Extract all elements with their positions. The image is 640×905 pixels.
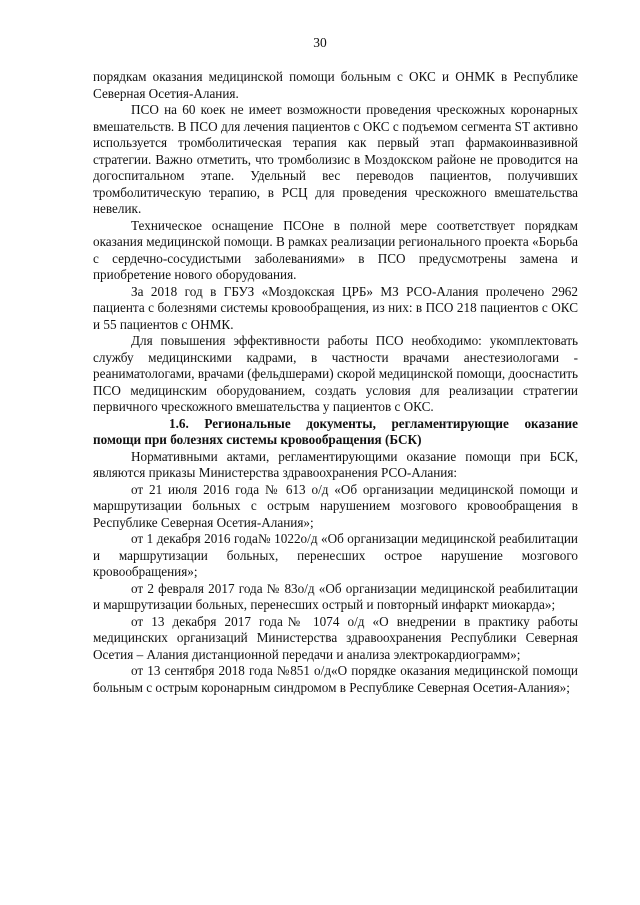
section-title: Региональные документы, регламентирующие оказание помощи при болезнях системы кровообращения (БСК)	[93, 415, 578, 447]
paragraph: Техническое оснащение ПСОне в полной мере соответствует порядкам оказания медицинской помощи. В рамках реализации регионального проекта «Борьба с сердечно-сосудистыми заболеваниями» в ПСО предусмотрены замена и приобретение нового оборудования.	[93, 217, 578, 282]
paragraph: Для повышения эффективности работы ПСО необходимо: укомплектовать службу медицинскими кадрами, в частности врачами анестезиологами - реаниматологами, врачами (фельдшерами) скорой медицинской помощи, дооснастить ПСО медицинским оборудованием, создать условия для реализации стратегии первичного чрескожного вмешательства у пациентов с ОКС.	[93, 333, 578, 414]
paragraph: ПСО на 60 коек не имеет возможности проведения чрескожных коронарных вмешательств. В ПСО для лечения пациентов с ОКС с подъемом сегмента ST активно используется тромболитическая терапия как первый этап фармакоинвазивной стратегии. Важно отметить, что тромболизис в Моздокском районе не проводится на догоспитальном этапе. Удельный вес переводов пациентов, получивших тромболитическую терапию, в РСЦ для проведения чрескожного вмешательства невелик.	[93, 102, 578, 216]
order-item: от 21 июля 2016 года № 613 о/д «Об организации медицинской помощи и маршрутизации больных с острым нарушением мозгового кровообращения в Республике Северная Осетия-Алания»;	[93, 481, 578, 530]
order-item: от 2 февраля 2017 года № 83о/д «Об организации медицинской реабилитации и маршрутизации больных, перенесших острый и повторный инфаркт миокарда»;	[93, 580, 578, 612]
order-item: от 13 декабря 2017 года№ 1074 о/д «О внедрении в практику работы медицинских организаций Министерства здравоохранения Республики Северная Осетия – Алания дистанционной передачи и анализа электрокардиограмм»;	[93, 613, 578, 662]
order-item: от 1 декабря 2016 года№ 1022о/д «Об организации медицинской реабилитации и маршрутизации больных, перенесших острое нарушение мозгового кровообращения»;	[93, 531, 578, 579]
paragraph: За 2018 год в ГБУЗ «Моздокская ЦРБ» МЗ РСО-Алания пролечено 2962 пациента с болезнями системы кровообращения, из них: в ПСО 218 пациентов с ОКС и 55 пациентов с ОНМК.	[93, 283, 578, 332]
paragraph: Нормативными актами, регламентирующими оказание помощи при БСК, являются приказы Министерства здравоохранения РСО-Алания:	[93, 448, 578, 480]
document-body	[93, 69, 578, 696]
order-item: от 13 сентября 2018 года №851 о/д«О порядке оказания медицинской помощи больным с острым коронарным синдромом в Республике Северная Осетия-Алания»;	[93, 663, 578, 695]
section-heading	[93, 416, 578, 449]
paragraph: порядкам оказания медицинской помощи больным с ОКС и ОНМК в Республике Северная Осетия-Алания.	[93, 69, 578, 101]
page-number: 30	[313, 35, 327, 50]
section-number: 1.6.	[169, 415, 189, 431]
